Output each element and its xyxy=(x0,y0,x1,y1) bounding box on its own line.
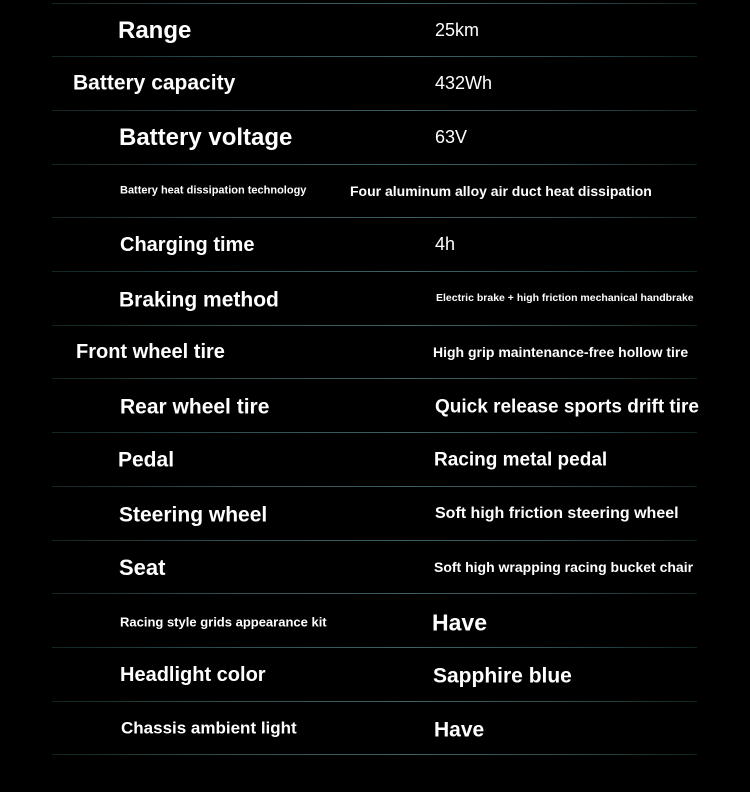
row-divider xyxy=(52,217,697,218)
row-divider xyxy=(52,701,697,702)
row-divider xyxy=(52,754,697,755)
spec-name: Battery voltage xyxy=(119,124,293,151)
spec-name: Braking method xyxy=(119,288,279,312)
row-divider xyxy=(52,647,697,648)
spec-name: Battery capacity xyxy=(73,71,236,95)
spec-name: Battery heat dissipation technology xyxy=(120,184,307,197)
spec-name: Charging time xyxy=(120,234,255,256)
spec-name: Rear wheel tire xyxy=(120,395,270,419)
spec-name: Seat xyxy=(119,555,166,580)
row-divider xyxy=(52,540,697,541)
row-divider xyxy=(52,378,697,379)
spec-value: 25km xyxy=(435,20,480,40)
row-divider xyxy=(52,432,697,433)
spec-name: Headlight color xyxy=(120,664,266,686)
row-divider xyxy=(52,110,697,111)
spec-value: 432Wh xyxy=(435,73,493,93)
spec-value: High grip maintenance-free hollow tire xyxy=(433,344,689,360)
spec-name: Range xyxy=(118,17,192,44)
spec-value: 63V xyxy=(435,127,468,147)
spec-value: Soft high wrapping racing bucket chair xyxy=(434,559,694,575)
spec-name: Front wheel tire xyxy=(76,341,225,363)
spec-value: Four aluminum alloy air duct heat dissipation xyxy=(350,183,652,199)
row-divider xyxy=(52,325,697,326)
spec-value: Sapphire blue xyxy=(433,664,572,688)
row-divider xyxy=(52,593,697,594)
spec-name: Steering wheel xyxy=(119,503,268,527)
row-divider xyxy=(52,164,697,165)
spec-value: 4h xyxy=(435,234,456,254)
spec-value: Have xyxy=(434,718,485,742)
spec-value: Soft high friction steering wheel xyxy=(435,505,679,522)
spec-value: Electric brake + high friction mechanical handbrake xyxy=(436,291,694,304)
spec-value: Have xyxy=(432,609,487,636)
spec-name: Chassis ambient light xyxy=(121,718,297,738)
spec-value: Quick release sports drift tire xyxy=(435,396,699,418)
spec-value: Racing metal pedal xyxy=(434,449,608,471)
row-divider xyxy=(52,56,697,57)
row-divider xyxy=(52,3,697,4)
row-divider xyxy=(52,271,697,272)
spec-name: Racing style grids appearance kit xyxy=(120,614,327,630)
row-divider xyxy=(52,486,697,487)
spec-name: Pedal xyxy=(118,448,175,472)
